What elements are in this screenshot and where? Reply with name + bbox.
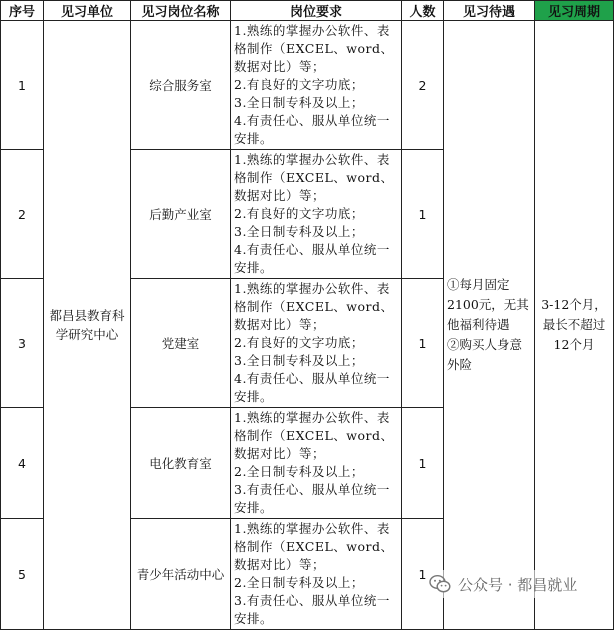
- header-no: 序号: [1, 1, 44, 21]
- requirement-item: 3.全日制专科及以上；: [234, 353, 364, 368]
- header-requirements: 岗位要求: [231, 1, 402, 21]
- headcount: 2: [402, 21, 444, 150]
- row-number: 5: [1, 519, 44, 630]
- post-requirements: [231, 21, 402, 150]
- post-name: 综合服务室: [131, 21, 231, 150]
- post-name: 党建室: [131, 279, 231, 408]
- row-number: 3: [1, 279, 44, 408]
- header-benefit: 见习待遇: [444, 1, 535, 21]
- post-name: 电化教育室: [131, 408, 231, 519]
- requirement-item: 4.有责任心、服从单位统一安排。: [234, 113, 390, 146]
- requirement-item: 1.熟练的掌握办公软件、表格制作（EXCEL、word、数据对比）等；: [234, 152, 394, 203]
- unit-name: 都昌县教育科学研究中心: [44, 21, 131, 630]
- benefit: ①每月固定2100元，无其他福利待遇 ②购买人身意外险: [444, 21, 535, 630]
- row-number: 2: [1, 150, 44, 279]
- headcount: 1: [402, 519, 444, 630]
- requirement-item: 2.有良好的文字功底；: [234, 206, 364, 221]
- post-requirements: [231, 519, 402, 630]
- requirement-item: 3.有责任心、服从单位统一安排。: [234, 593, 390, 626]
- headcount: 1: [402, 150, 444, 279]
- requirement-item: 3.有责任心、服从单位统一安排。: [234, 482, 390, 515]
- requirement-item: 1.熟练的掌握办公软件、表格制作（EXCEL、word、数据对比）等；: [234, 281, 394, 332]
- requirement-item: 1.熟练的掌握办公软件、表格制作（EXCEL、word、数据对比）等；: [234, 23, 394, 74]
- header-unit: 见习单位: [44, 1, 131, 21]
- requirement-item: 4.有责任心、服从单位统一安排。: [234, 371, 390, 404]
- requirement-item: 2.全日制专科及以上；: [234, 464, 364, 479]
- row-number: 1: [1, 21, 44, 150]
- requirement-item: 1.熟练的掌握办公软件、表格制作（EXCEL、word、数据对比）等；: [234, 410, 394, 461]
- post-requirements: [231, 408, 402, 519]
- header-count: 人数: [402, 1, 444, 21]
- headcount: 1: [402, 408, 444, 519]
- header-row: [1, 1, 614, 21]
- wechat-icon: [428, 572, 452, 596]
- watermark: [428, 570, 577, 598]
- requirement-item: 3.全日制专科及以上；: [234, 95, 364, 110]
- headcount: 1: [402, 279, 444, 408]
- watermark-text: 公众号 · 都昌就业: [458, 575, 578, 594]
- post-requirements: [231, 150, 402, 279]
- requirement-item: 4.有责任心、服从单位统一安排。: [234, 242, 390, 275]
- header-period: 见习周期: [535, 1, 614, 21]
- post-requirements: [231, 279, 402, 408]
- requirement-item: 2.有良好的文字功底；: [234, 335, 364, 350]
- requirement-item: 1.熟练的掌握办公软件、表格制作（EXCEL、word、数据对比）等；: [234, 521, 394, 572]
- post-name: 后勤产业室: [131, 150, 231, 279]
- header-post: 见习岗位名称: [131, 1, 231, 21]
- row-number: 4: [1, 408, 44, 519]
- requirement-item: 2.全日制专科及以上；: [234, 575, 364, 590]
- requirement-item: 3.全日制专科及以上；: [234, 224, 364, 239]
- table-row: [1, 21, 614, 150]
- requirement-item: 2.有良好的文字功底；: [234, 77, 364, 92]
- period: 3-12个月，最长不超过12个月: [535, 21, 614, 630]
- post-name: 青少年活动中心: [131, 519, 231, 630]
